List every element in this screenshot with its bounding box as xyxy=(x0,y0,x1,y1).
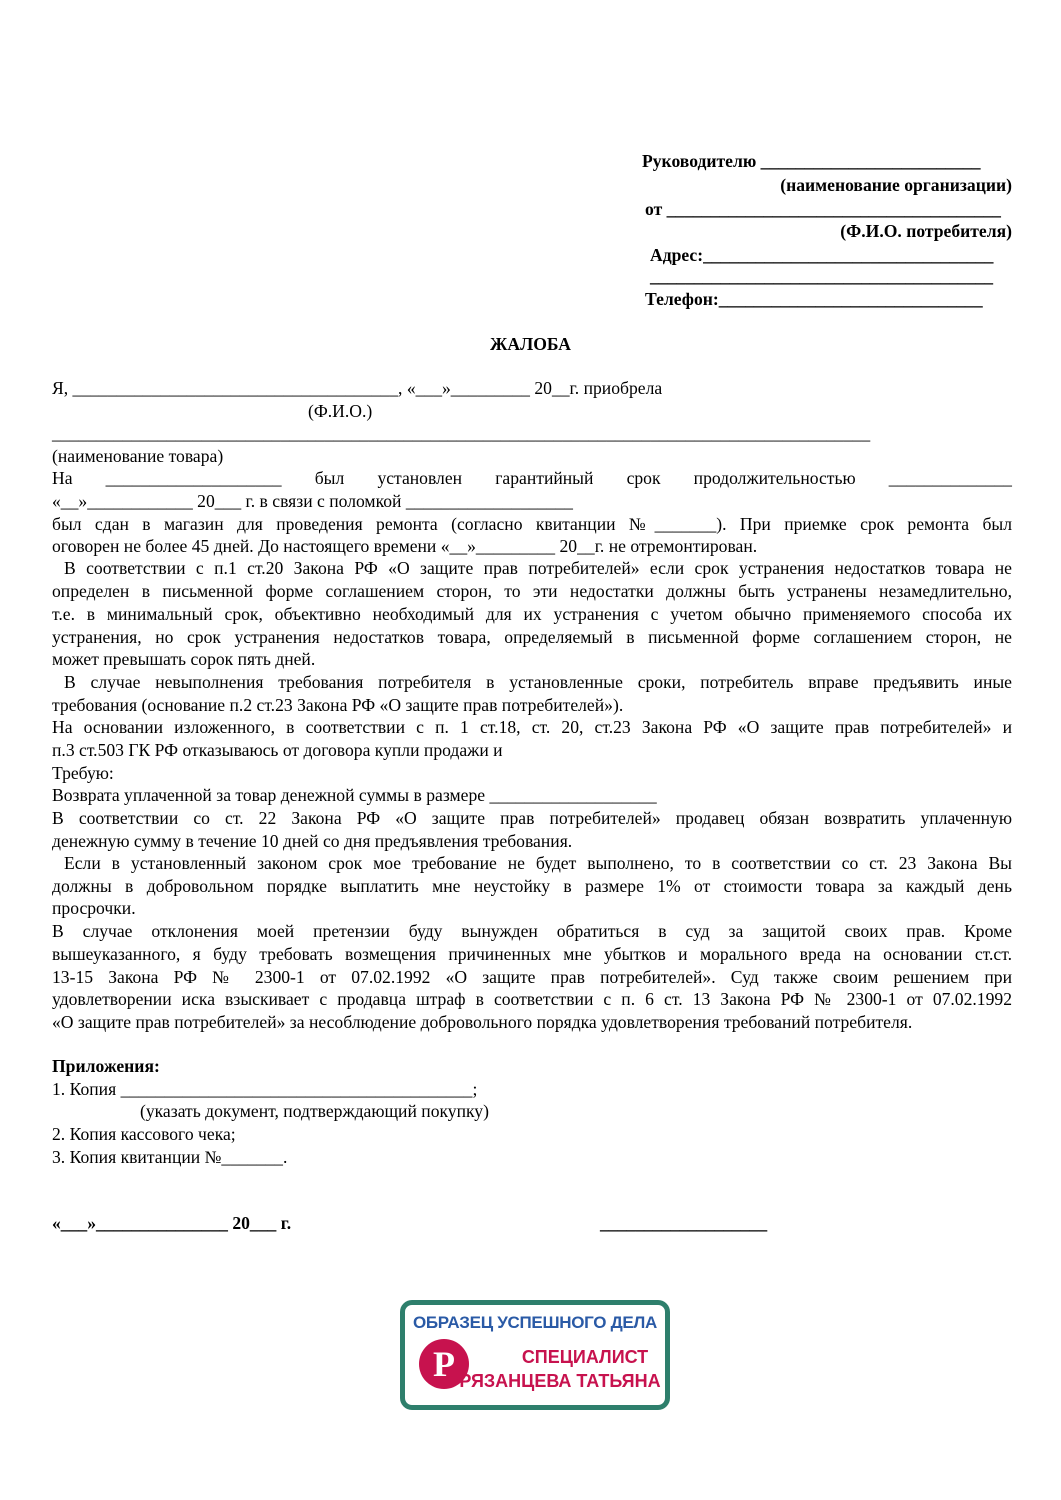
repair-deadline-line: оговорен не более 45 дней. До настоящего времени «__»_________ 20__г. не отремонтирован. xyxy=(52,536,758,556)
word: срок xyxy=(626,468,661,488)
warranty-line xyxy=(52,467,1012,489)
stamp-mid-text: СПЕЦИАЛИСТ xyxy=(521,1347,649,1367)
paragraph-5-line: Если в установленный законом срок мое требование не будет выполнено, то в соответствии со ст. 23 Закона Вы xyxy=(64,853,1012,873)
header-address: Адрес:_________________________________ xyxy=(650,245,994,265)
pinterest-icon: P xyxy=(419,1339,469,1389)
word: установлен xyxy=(377,468,463,488)
header-org-hint: (наименование организации) xyxy=(780,175,1012,195)
paragraph-5-line: просрочки. xyxy=(52,898,136,918)
footer-signature: ___________________ xyxy=(600,1213,768,1233)
paragraph-4-line: В соответствии со ст. 22 Закона РФ «О защите прав потребителей» продавец обязан возвратить уплаченную xyxy=(52,808,1012,828)
attachment-item-1: 1. Копия ________________________________________; xyxy=(52,1079,478,1099)
demand-label: Требую: xyxy=(52,763,114,783)
header-phone: Телефон:______________________________ xyxy=(645,289,983,309)
header-fio-hint: (Ф.И.О. потребителя) xyxy=(840,221,1012,241)
header-address-line2: _______________________________________ xyxy=(650,266,994,286)
intro-line-1: Я, _____________________________________, «___»_________ 20__г. приобрела xyxy=(52,378,663,398)
stamp-top-text: ОБРАЗЕЦ УСПЕШНОГО ДЕЛА xyxy=(412,1313,658,1332)
header-from: от ______________________________________ xyxy=(645,199,1001,219)
word: гарантийный xyxy=(495,468,594,488)
paragraph-3-line: п.3 ст.503 ГК РФ отказываюсь от договора купли продажи и xyxy=(52,740,503,760)
intro-goods-line: _____________________________________________________________________________________________ xyxy=(52,423,871,443)
breakdown-line: «__»____________ 20___ г. в связи с поломкой ___________________ xyxy=(52,491,573,511)
paragraph-1-line: В соответствии с п.1 ст.20 Закона РФ «О защите прав потребителей» если срок устранения недостатков товара не xyxy=(64,558,1012,578)
paragraph-2-line: В случае невыполнения требования потребителя в установленные сроки, потребитель вправе предъявить иные xyxy=(64,672,1012,692)
attachment-item-1-hint: (указать документ, подтверждающий покупку) xyxy=(140,1101,489,1121)
paragraph-6-line: вышеуказанного, я буду требовать возмещения причиненных мне убытков и морального вреда на основании ст.ст. xyxy=(52,944,1012,964)
word: ______________ xyxy=(888,468,1012,488)
intro-fio-hint: (Ф.И.О.) xyxy=(308,401,373,421)
word: ____________________ xyxy=(105,468,282,488)
refund-line: Возврата уплаченной за товар денежной суммы в размере ___________________ xyxy=(52,785,657,805)
header-to-head: Руководителю _________________________ xyxy=(642,151,981,171)
word: На xyxy=(52,468,73,488)
paragraph-4-line: денежную сумму в течение 10 дней со дня предъявления требования. xyxy=(52,831,573,851)
attachment-item-3: 3. Копия квитанции №_______. xyxy=(52,1147,288,1167)
footer-date: «___»_______________ 20___ г. xyxy=(52,1213,292,1233)
paragraph-2-line: требования (основание п.2 ст.23 Закона РФ «О защите прав потребителей»). xyxy=(52,695,624,715)
sample-stamp xyxy=(400,1300,670,1410)
word: продолжительностью xyxy=(693,468,856,488)
document-title: ЖАЛОБА xyxy=(489,334,571,354)
paragraph-5-line: должны в добровольном порядке выплатить мне неустойку в размере 1% от стоимости товара за каждый день xyxy=(52,876,1012,896)
paragraph-3-line: На основании изложенного, в соответствии с п. 1 ст.18, ст. 20, ст.23 Закона РФ «О защите прав потребителей» и xyxy=(52,717,1012,737)
stamp-bottom-text: РЯЗАНЦЕВА ТАТЬЯНА xyxy=(459,1371,661,1391)
paragraph-1-line: может превышать сорок пять дней. xyxy=(52,649,316,669)
intro-goods-hint: (наименование товара) xyxy=(52,446,224,466)
repair-line: был сдан в магазин для проведения ремонта (согласно квитанции №_______). При приемке срок ремонта был xyxy=(52,514,1012,534)
attachments-title: Приложения: xyxy=(52,1056,160,1076)
word: был xyxy=(314,468,345,488)
attachment-item-2: 2. Копия кассового чека; xyxy=(52,1124,236,1144)
paragraph-1-line: устранения, но срок устранения недостатков товара, определяемый в письменной форме соглашением сторон, не xyxy=(52,627,1012,647)
paragraph-6-line: В случае отклонения моей претензии буду вынужден обратиться в суд за защитой своих прав. Кроме xyxy=(52,921,1012,941)
paragraph-1-line: т.е. в минимальный срок, объективно необходимый для их устранения с учетом обычно применяемого способа их xyxy=(52,604,1012,624)
paragraph-6-line: «О защите прав потребителей» за несоблюдение добровольного порядка удовлетворения требований потребителя. xyxy=(52,1012,913,1032)
paragraph-6-line: удовлетворении иска взыскивает с продавца штраф в соответствии с п. 6 ст. 13 Закона РФ № 2300-1 от 07.02.1992 xyxy=(52,989,1012,1009)
paragraph-6-line: 13-15 Закона РФ № 2300-1 от 07.02.1992 «О защите прав потребителей». Суд также своим решением при xyxy=(52,967,1012,987)
paragraph-1-line: определен в письменной форме соглашением сторон, то эти недостатки должны быть устранены незамедлительно, xyxy=(52,581,1012,601)
